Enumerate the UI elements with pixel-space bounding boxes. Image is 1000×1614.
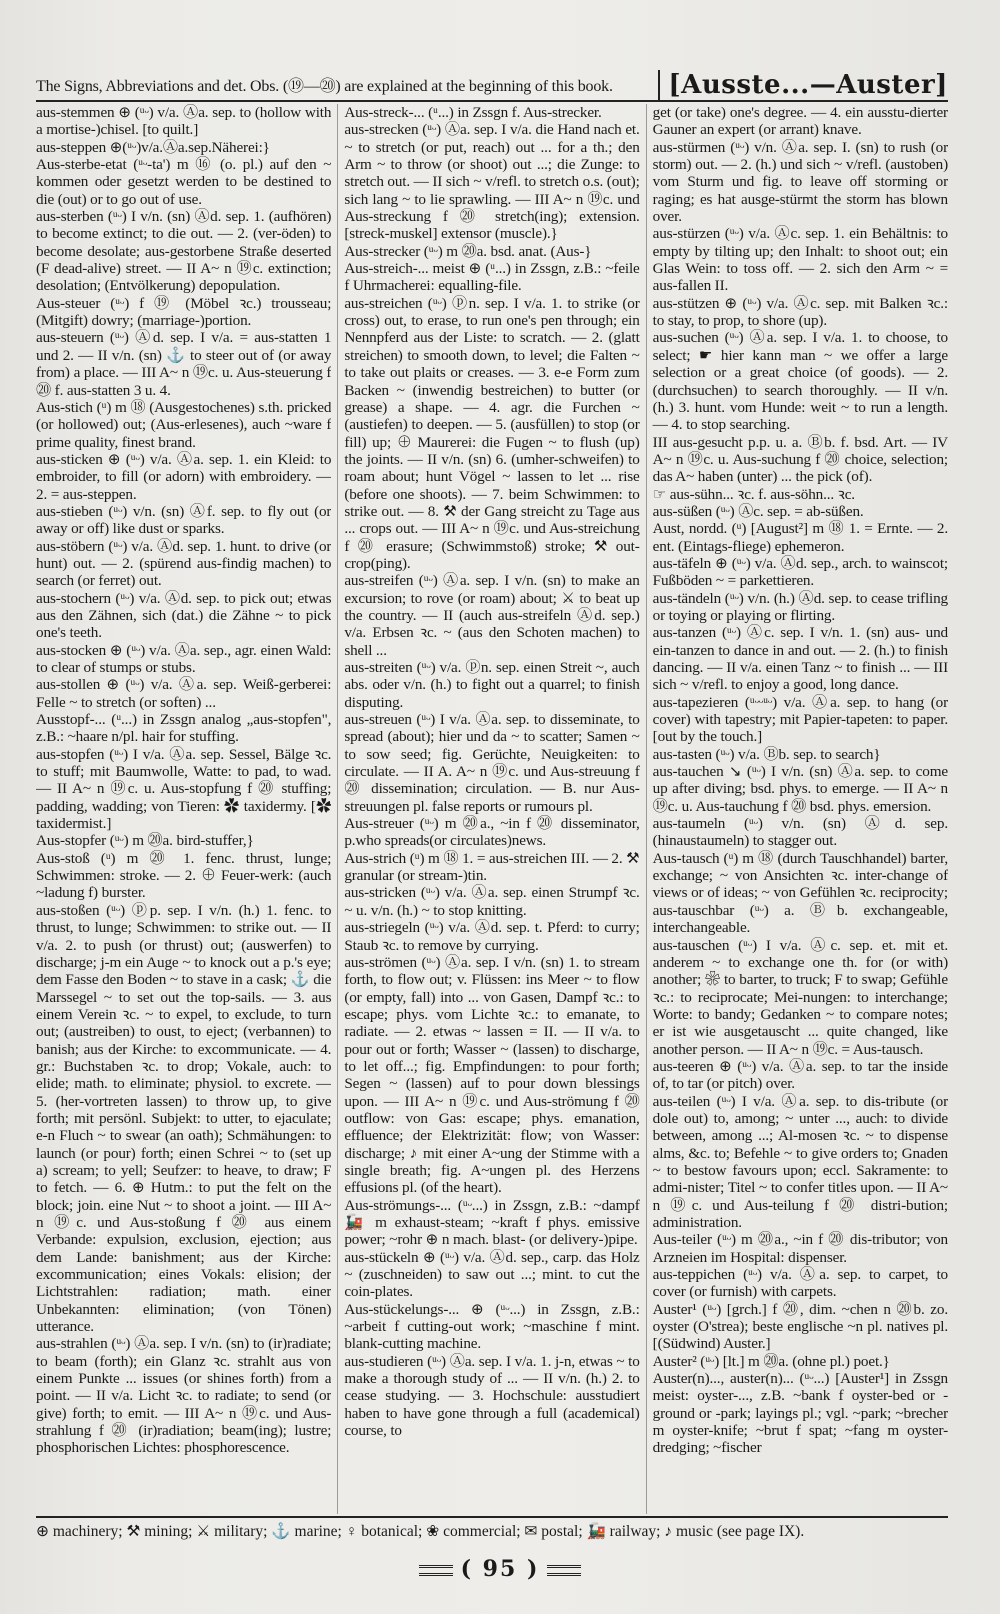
dictionary-entry: Aus-stoß (ᵘ) m ⑳ 1. fenc. thrust, lunge; Schwimmen: stroke. — 2. ⊕ Feuer-werk: (auch ~ladung f) burster. [36,849,332,902]
dictionary-entry: aus-stieben (ᵘᵕ) v/n. (sn) Ⓐf. sep. to fly out (or away or off) like dust or sparks. [36,502,332,538]
dictionary-entry: Aus-strich (ᵘ) m ⑱ 1. = aus-streichen III. — 2. ⚒ granular (or stream-)tin. [344,849,640,885]
dictionary-entry: aus-tanzen (ᵘᵕ) Ⓐc. sep. I v/n. 1. (sn) aus- und ein-tanzen to dance in and out. — 2. (h.) to finish dancing. — II v/a. einen Tanz ~ to finish ... — III sich ~ v/refl. to enjoy a good, long dance. [652,624,948,694]
dictionary-entry: aus-suchen (ᵘᵕ) Ⓐa. sep. I v/a. 1. to choose, to select; ☛ hier kann man ~ we offer a large selection or a great choice (of goods). — 2. (durchsuchen) to search thoroughly. — II v/n. (h.) 3. hunt. vom Hunde: weit ~ to run a length. — 4. to stop searching. [652,329,948,434]
column-2 [337,104,639,1514]
dictionary-entry: Aus-tausch (ᵘ) m ⑱ (durch Tauschhandel) barter, exchange; ~ von Ansichten ꝛc. inter-change of views or of ideas; ~ von Gefühlen ꝛc. reciprocity; aus-tauschbar (ᵘᵕ) a. Ⓑb. exchangeable, interchangeable. [652,849,948,937]
dictionary-entry: aus-sticken ⊕ (ᵘᵕ) v/a. Ⓐa. sep. 1. ein Kleid: to embroider, to fill (or adorn) with embroidery. — 2. = aus-steppen. [36,450,332,503]
page-number: ( 95 ) [460,1556,540,1582]
dictionary-entry: aus-stürzen (ᵘᵕ) v/a. Ⓐc. sep. 1. ein Behältnis: to empty by tilting up; den Inhalt: to shoot out; ein Glas Wein: to toss off. — 2. sich den Arm ~ = aus-fallen II. [652,225,948,295]
dictionary-entry: aus-studieren (ᵘᵕ) Ⓐa. sep. I v/a. 1. j-n, etwas ~ to make a thorough study of ... — II v/n. (h.) 2. to cease studying. — 3. Hochschule: ausstudiert haben to have gone through a full (academical) course, to [344,1352,640,1440]
dictionary-entry: Auster¹ (ᵘᵕ) [grch.] f ⑳, dim. ~chen n ⑳b. zo. oyster (O'strea); beste englische ~n pl. natives pl. [(Südwind) Auster.] [652,1300,948,1353]
dictionary-entry: aus-stürmen (ᵘᵕ) v/n. Ⓐa. sep. I. (sn) to rush (or storm) out. — 2. (h.) und sich ~ v/refl. (austoben) vom Sturm und fig. to leave off storming or raging; es hat ausge-stürmt the storm has blown over. [652,138,948,226]
dictionary-entry: aus-stützen ⊕ (ᵘᵕ) v/a. Ⓐc. sep. mit Balken ꝛc.: to stay, to prop, to shore (up). [652,294,948,330]
dictionary-entry: ☞ aus-sühn... ꝛc. f. aus-söhn... ꝛc. [652,485,855,503]
header-note: The Signs, Abbreviations and det. Obs. (⑲—⑳) are explained at the beginning of this book. [36,78,613,95]
column-3 [646,104,948,1514]
dictionary-entry: Auster² (ᵘᵕ) [lt.] m ⑳a. (ohne pl.) poet.} [652,1352,890,1370]
dictionary-entry: Aus-stopfer (ᵘᵕ) m ⑳a. bird-stuffer,} [36,832,254,850]
dictionary-entry: aus-streifen (ᵘᵕ) Ⓐa. sep. I v/n. (sn) to make an excursion; to rove (or roam) about; ⚔ to beat up the country. — II (auch aus-streifeln Ⓐd. sep.) v/a. Erbsen ꝛc. ~ (aus den Schoten machen) to shell ... [344,572,640,659]
dictionary-entry: aus-striegeln (ᵘᵕ) v/a. Ⓐd. sep. t. Pferd: to curry; Staub ꝛc. to remove by currying. [344,919,640,954]
dictionary-entry: aus-stückeln ⊕ (ᵘᵕ) v/a. Ⓐd. sep., carp. das Holz ~ (zuschneiden) to saw out ...; mint. to cut the coin-plates. [344,1248,640,1301]
dictionary-entry: aus-streuen (ᵘᵕ) I v/a. Ⓐa. sep. to disseminate, to spread (about); hier und da ~ to scatter; Samen ~ to sow seed; fig. Gerüchte, Neuigkeiten: to circulate. — II A. A~ n ⑲c. und Aus-streuung f ⑳ dissemination; circulation. — B. nur Aus-streuungen pl. false reports or rumours pl. [344,711,640,815]
symbol-legend: ⊕ machinery; ⚒ mining; ⚔ military; ⚓ marine; ♀ botanical; ❀ commercial; ✉ postal; 🚂 railway; ♪ music (see page IX). [36,1516,948,1548]
dictionary-entry: aus-strahlen (ᵘᵕ) Ⓐa. sep. I v/n. (sn) to (ir)radiate; to beam (forth); ein Glanz ꝛc. strahlt aus von einem Punkte ... issues (or shines forth) from a point. — II v/a. Licht ꝛc. to radiate; to send (or give) forth; to emit. — III A~ n ⑲c. und Aus-strahlung f ⑳ (ir)radiation; beam(ing); lustre; phosphorischen Lichtes: phosphorescence. [36,1335,332,1457]
dictionary-entry: aus-tändeln (ᵘᵕ) v/n. (h.) Ⓐd. sep. to cease trifling or toying or playing or flirting. [652,589,948,624]
page-number-row [0,1556,1000,1582]
dictionary-entry: aus-stemmen ⊕ (ᵘᵕ) v/a. Ⓐa. sep. to (hollow with a mortise-)chisel. [to quilt.] [36,104,332,139]
dictionary-entry: aus-strecken (ᵘᵕ) Ⓐa. sep. I v/a. die Hand nach et. ~ to stretch (or put, reach) out ... for a th.; den Arm ~ to throw (or shoot) out ...; die Zunge: to stretch out. — II sich ~ v/refl. to stretch o.s. (out); sich lang ~ to lie sprawling. — III A~ n ⑲c. und Aus-streckung f ⑳ stretch(ing); extension. [streck-muskel] extensor (muscle).} [344,121,640,243]
dictionary-entry: Aus-stich (ᵘ) m ⑱ (Ausgestochenes) s.th. pricked (or hollowed) out; (Aus-erlesenes), auch ~ware f prime quality, finest brand. [36,398,332,451]
dictionary-entry: Aus-teiler (ᵘᵕ) m ⑳a., ~in f ⑳ dis-tributor; von Arzneien im Hospital: dispenser. [652,1231,948,1266]
dictionary-entry: aus-stöbern (ᵘᵕ) v/a. Ⓐd. sep. 1. hunt. to drive (or hunt) out. — 2. (spürend aus-findig machen) to search (or ferret) out. [36,537,332,590]
dictionary-entry: Aus-streck-... (ᵘ...) in Zssgn f. Aus-strecker. [344,104,602,121]
page-header [36,60,948,102]
dictionary-entry: aus-tapezieren (ᵘᵕᵕᵘᵕ) v/a. Ⓐa. sep. to hang (or cover) with tapestry; mit Papier-tapeten: to paper. [out by the touch.] [652,693,948,746]
dictionary-entry: Aus-streuer (ᵘᵕ) m ⑳a., ~in f ⑳ disseminator, p.who spreads(or circulates)news. [344,815,640,850]
dictionary-entry: Aus-strömungs-... (ᵘᵕ...) in Zssgn, z.B.: ~dampf 🚂 m exhaust-steam; ~kraft f phys. emissive power; ~rohr ⊕ n mach. blast- (or delivery-)pipe. [344,1196,640,1249]
dictionary-entry: Auster(n)..., auster(n)... (ᵘᵕ...) [Auster¹] in Zssgn meist: oyster-..., z.B. ~bank f oyster-bed or -ground or -park; layings pl.; vgl. ~park; ~brecher m oyster-knife; ~brut f spat; ~fang m oyster-dredging; ~fischer [652,1370,948,1457]
dictionary-entry: Aus-strecker (ᵘᵕ) m ⑳a. bsd. anat. (Aus-} [344,242,592,260]
dictionary-entry: aus-süßen (ᵘᵕ) Ⓐc. sep. = ab-süßen. [652,502,864,520]
dictionary-entry: aus-teeren ⊕ (ᵘᵕ) v/a. Ⓐa. sep. to tar the inside of, to tar (or pitch) over. [652,1057,948,1093]
dictionary-entry: aus-stricken (ᵘᵕ) v/a. Ⓐa. sep. einen Strumpf ꝛc. ~ u. v/n. (h.) ~ to stop knitting. [344,884,640,919]
dictionary-entry: aus-stopfen (ᵘᵕ) I v/a. Ⓐa. sep. Sessel, Bälge ꝛc. to stuff; mit Baumwolle, Watte: to pad, to wad. — II A~ n ⑲c. u. Aus-stopfung f ⑳ stuffing; padding, wadding; von Tieren: ✿ taxidermy. [✿ taxidermist.] [36,745,332,833]
dictionary-entry: aus-tasten (ᵘᵕ) v/a. Ⓑb. sep. to search} [652,745,881,763]
ornament-right [547,1565,581,1576]
dictionary-entry: aus-stochern (ᵘᵕ) v/a. Ⓐd. sep. to pick out; etwas aus den Zähnen, sich (dat.) die Zähne ~ to pick one's teeth. [36,589,332,642]
dictionary-entry: aus-streiten (ᵘᵕ) v/a. ⓟn. sep. einen Streit ~, auch abs. oder v/n. (h.) to fight out a quarrel; to finish disputing. [344,659,640,711]
dictionary-entry: aus-stollen ⊕ (ᵘᵕ) v/a. Ⓐa. sep. Weiß-gerberei: Felle ~ to stretch (or soften) ... [36,676,332,711]
dictionary-entry: Aus-sterbe-etat (ᵘᵕ-ta') m ⑯ (o. pl.) auf den ~ kommen oder gesetzt werden to be destined to die (out) or to go out of use. [36,156,332,208]
dictionary-entry: aus-teppichen (ᵘᵕ) v/a. Ⓐa. sep. to carpet, to cover (or furnish) with carpets. [652,1266,948,1301]
dictionary-entry: Aus-streich-... meist ⊕ (ᵘ...) in Zssgn, z.B.: ~feile f Uhrmacherei: equalling-file. [344,260,640,295]
dictionary-entry: aus-stoßen (ᵘᵕ) ⓟp. sep. I v/n. (h.) 1. fenc. to thrust, to lunge; Schwimmen: to strike out. — II v/a. 2. to push (or thrust) out; (auswerfen) to discharge; j-m ein Auge ~ to knock out a p.'s eye; dem Fasse den Boden ~ to stave in a cask; ⚓ die Marssegel ~ to set out the top-sails. — 3. aus einem Verein ꝛc. ~ to expel, to exclude, to turn out; (austreiben) to oust, to eject; (verbannen) to banish; aus der Kirche: to excommunicate. — 4. gr.: Buchstaben ꝛc. to drop; Vokale, auch: to elide; math. to eliminate; physiol. to excrete. — 5. (her-vortreten lassen) to throw up, to give forth; mit persönl. Subjekt: to utter, to ejaculate; e-n Fluch ~ to swear (an oath); Schmähungen: to launch (or pour) forth; einen Schrei ~ to (set up a) scream; to yell; Seufzer: to heave, to draw; F to fetch. — 6. ⊕ Hutm.: to put the felt on the block; join. eine Nut ~ to shoot a joint. — III A~ n ⑲c. und Aus-stoßung f ⑳ aus einem Verbande: expulsion, exclusion, ejection; aus dem Lande: banishment; aus der Kirche: excommunication; eines Vokals: elision; der Lichtstrahlen: radiation; math. einer Unbekannten: elimination; (von Tönen) utterance. [36,901,332,1336]
dictionary-entry: aus-strömen (ᵘᵕ) Ⓐa. sep. I v/n. (sn) 1. to stream forth, to flow out; v. Flüssen: ins Meer ~ to flow (or empty, fall) into ... von Gasen, Dampf ꝛc.: to escape; phys. vom Lichte ꝛc.: to emanate, to radiate. — 2. etwas ~ lassen = II. — II v/a. to pour out or forth; Wasser ~ (lassen) to discharge, to let off...; fig. Empfindungen: to pour forth; Segen ~ (lassen) auf to pour down blessings upon. — III A~ n ⑲c. und Aus-strömung f ⑳ outflow: von Gas: escape; phys. emanation, effluence; der Elektrizität: flow; von Wasser: discharge; ♪ mit einer A~ung der Stimme with a single breath; fig. A~ungen pl. des Herzens effusions pl. (of the heart). [344,953,640,1197]
dictionary-entry: aus-streichen (ᵘᵕ) ⓟn. sep. I v/a. 1. to strike (or cross) out, to erase, to run one's pen through; ein Nennpferd aus der Liste: to scratch. — 2. (glatt streichen) to smooth down, to level; die Falten ~ to take out plaits or creases. — 3. e-e Form zum Backen ~ (inwendig bestreichen) to butter (or grease) a shape. — 4. agr. die Furchen ~ (austiefen) to deepen. — 5. (ausfüllen) to stop (or fill) up; ⊕ Maurerei: die Fugen ~ to flush (up) the joints. — II v/n. (sn) 6. (umher-schweifen) to roam about; hunt Vögel ~ lassen to let ... rise (before one shoots). — 7. beim Schwimmen: to strike out. — 8. ⚒ der Gang streicht zu Tage aus ... crops out. — III A~ n ⑲c. und Aus-streichung f ⑳ erasure; (Schwimmstoß) stroke; ⚒ out-crop(ping). [344,294,640,572]
dictionary-entry: aus-taumeln (ᵘᵕ) v/n. (sn) Ⓐd. sep. (hinaustaumeln) to stagger out. [652,815,948,850]
column-1 [36,104,331,1514]
dictionary-columns [36,104,948,1514]
dictionary-entry: aus-teilen (ᵘᵕ) I v/a. Ⓐa. sep. to dis-tribute (or dole out) to, among; ~ unter ..., auch: to divide between, among ...; Al-mosen ꝛc. ~ to dispense alms, &c. to; Befehle ~ to give orders to; Gnaden ~ to bestow favours upon; eccl. Sakramente: to admi-nister; Titel ~ to confer titles upon. — II A~ n ⑲c. und Aus-teilung f ⑳ distri-bution; administration. [652,1092,948,1231]
dictionary-entry: Aus-steuer (ᵘᵕ) f ⑲ (Möbel ꝛc.) trousseau; (Mitgift) dowry; (marriage-)portion. [36,294,332,330]
dictionary-entry: get (or take) one's degree. — 4. ein ausstu-dierter Gauner an expert (or arrant) knave. [652,104,948,139]
dictionary-entry: aus-täfeln ⊕ (ᵘᵕ) v/a. Ⓐd. sep., arch. to wainscot; Fußböden ~ = parkettieren. [652,554,948,590]
dictionary-entry: Aus-stückelungs-... ⊕ (ᵘᵕ...) in Zssgn, z.B.: ~arbeit f cutting-out work; ~maschine f mint. blank-cutting machine. [344,1300,640,1353]
dictionary-entry: aus-stocken ⊕ (ᵘᵕ) v/a. Ⓐa. sep., agr. einen Wald: to clear of stumps or stubs. [36,641,332,676]
header-range: [Ausste...—Auster] [658,70,948,100]
dictionary-entry: aus-sterben (ᵘᵕ) I v/n. (sn) Ⓐd. sep. 1. (aufhören) to become extinct; to die out. — 2. (ver-öden) to become desolate; aus-gestorbene Straße deserted (F dead-alive) street. — II A~ n ⑲c. extinction; desolation; (Entvölkerung) depopulation. [36,208,332,295]
dictionary-entry: aus-tauschen (ᵘᵕ) I v/a. Ⓐc. sep. et. mit et. anderem ~ to exchange one th. for (or with) another; ❀ to barter, to truck; F to swap; Gefühle ꝛc.: to reciprocate; Mei-nungen: to interchange; Worte: to bandy; Gedanken ~ to compare notes; er ist wie ausgetauscht ... quite changed, like another person. — II A~ n ⑲c. = Aus-tausch. [652,936,948,1058]
dictionary-entry: aus-steppen ⊕(ᵘᵕ)v/a.Ⓐa.sep.Näherei:} [36,138,270,156]
ornament-left [419,1565,453,1576]
dictionary-entry: III aus-gesucht p.p. u. a. Ⓑb. f. bsd. Art. — IV A~ n ⑲c. u. Aus-suchung f ⑳ choice, selection; das A~ haben (unter) ... the pick (of). [652,433,948,486]
dictionary-entry: aus-steuern (ᵘᵕ) Ⓐd. sep. I v/a. = aus-statten 1 und 2. — II v/n. (sn) ⚓ to steer out of (or away from) a place. — III A~ n ⑲c. u. Aus-steuerung f ⑳ f. aus-statten 3 u. 4. [36,329,332,399]
dictionary-entry: Ausstopf-... (ᵘ...) in Zssgn analog „aus-stopfen", z.B.: ~haare n/pl. hair for stuffing. [36,711,332,746]
dictionary-entry: Aust, nordd. (ᵘ) [August²] m ⑱ 1. = Ernte. — 2. ent. (Eintags-fliege) ephemeron. [652,520,948,555]
dictionary-entry: aus-tauchen ↘ (ᵘᵕ) I v/n. (sn) Ⓐa. sep. to come up after diving; bsd. phys. to emerge. — II A~ n ⑲c. u. Aus-tauchung f ⑳ bsd. phys. emersion. [652,763,948,815]
